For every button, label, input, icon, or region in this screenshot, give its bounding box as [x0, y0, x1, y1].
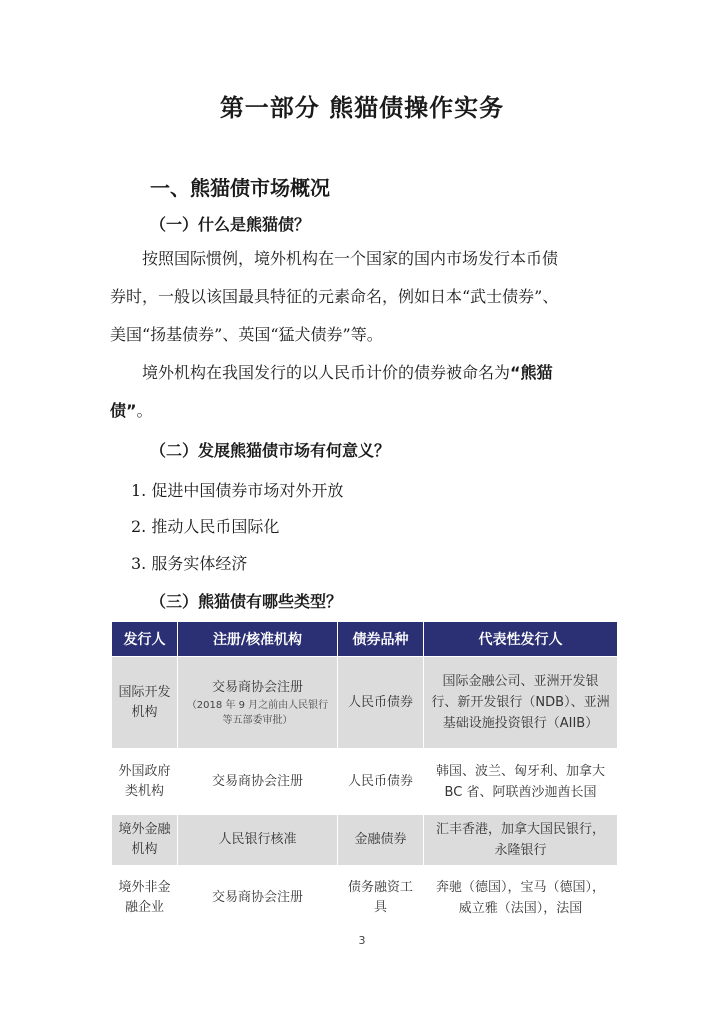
issuer-cell: 境外金融机构	[112, 815, 178, 866]
paragraph-line	[110, 354, 616, 392]
page-title: 第一部分 熊猫债操作实务	[219, 94, 505, 122]
panda-bond-types-table	[111, 621, 618, 930]
table-row	[112, 749, 618, 815]
agency-cell: 交易商协会注册	[178, 866, 338, 930]
subsection-heading-types: （三）熊猫债有哪些类型？	[150, 592, 343, 611]
table-row	[112, 866, 618, 930]
issuer-cell: 国际开发机构	[112, 657, 178, 749]
table-header-row	[112, 622, 618, 657]
paragraph-line: 美国“扬基债券”、英国“猛犬债券”等。	[110, 325, 383, 344]
page-number: 3	[358, 934, 366, 947]
product-cell: 金融债券	[338, 815, 424, 866]
agency-note: （2018 年 9 月之前由人民银行等五部委审批）	[186, 699, 329, 726]
product-cell: 人民币债券	[338, 749, 424, 815]
subsection-heading-what-is: （一）什么是熊猫债？	[150, 215, 311, 234]
representatives-text: 奔驰（德国），宝马（德国），威立雅（法国），法国	[435, 879, 605, 916]
panda-bond-term: “熊猫	[510, 363, 553, 382]
issuer-cell: 外国政府类机构	[112, 749, 178, 815]
list-item: 2. 推动人民币国际化	[131, 517, 280, 536]
representatives-text: 国际金融公司、亚洲开发银行、新开发银行（NDB）、亚洲基础设施投资银行（AIIB）	[431, 674, 610, 731]
agency-cell: 交易商协会注册	[178, 749, 338, 815]
definition-paragraph	[110, 240, 616, 354]
panda-bond-term: 债”	[110, 401, 137, 420]
representatives-cell	[424, 866, 618, 930]
product-cell: 债务融资工具	[338, 866, 424, 930]
subsection-heading-significance: （二）发展熊猫债市场有何意义？	[150, 441, 391, 460]
column-header-agency: 注册/核准机构	[178, 622, 338, 657]
product-cell: 人民币债券	[338, 657, 424, 749]
column-header-issuer: 发行人	[112, 622, 178, 657]
paragraph-line	[110, 392, 616, 430]
column-header-product: 债券品种	[338, 622, 424, 657]
issuer-cell: 境外非金融企业	[112, 866, 178, 930]
agency-cell: 人民银行核准	[178, 815, 338, 866]
list-item: 3. 服务实体经济	[131, 554, 248, 573]
column-header-representatives: 代表性发行人	[424, 622, 618, 657]
table-row	[112, 815, 618, 866]
list-item: 1. 促进中国债券市场对外开放	[131, 481, 344, 500]
table-row	[112, 657, 618, 749]
section-heading: 一、熊猫债市场概况	[150, 176, 330, 200]
agency-cell	[178, 657, 338, 749]
representatives-text: 汇丰香港，加拿大国民银行，永隆银行	[435, 822, 605, 858]
representatives-cell	[424, 749, 618, 815]
agency-text: 交易商协会注册	[211, 679, 303, 695]
paragraph-text: 。	[136, 401, 153, 420]
representatives-cell	[424, 815, 618, 866]
representatives-cell	[424, 657, 618, 749]
paragraph-line: 按照国际惯例，境外机构在一个国家的国内市场发行本币债	[142, 249, 559, 268]
paragraph-line: 券时，一般以该国最具特征的元素命名，例如日本“武士债券”、	[110, 287, 559, 306]
paragraph-text: 境外机构在我国发行的以人民币计价的债券被命名为	[142, 363, 511, 382]
representatives-text: 韩国、波兰、匈牙利、加拿大 BC 省、阿联酋沙迦酋长国	[435, 763, 605, 800]
panda-bond-definition-paragraph	[110, 354, 616, 430]
